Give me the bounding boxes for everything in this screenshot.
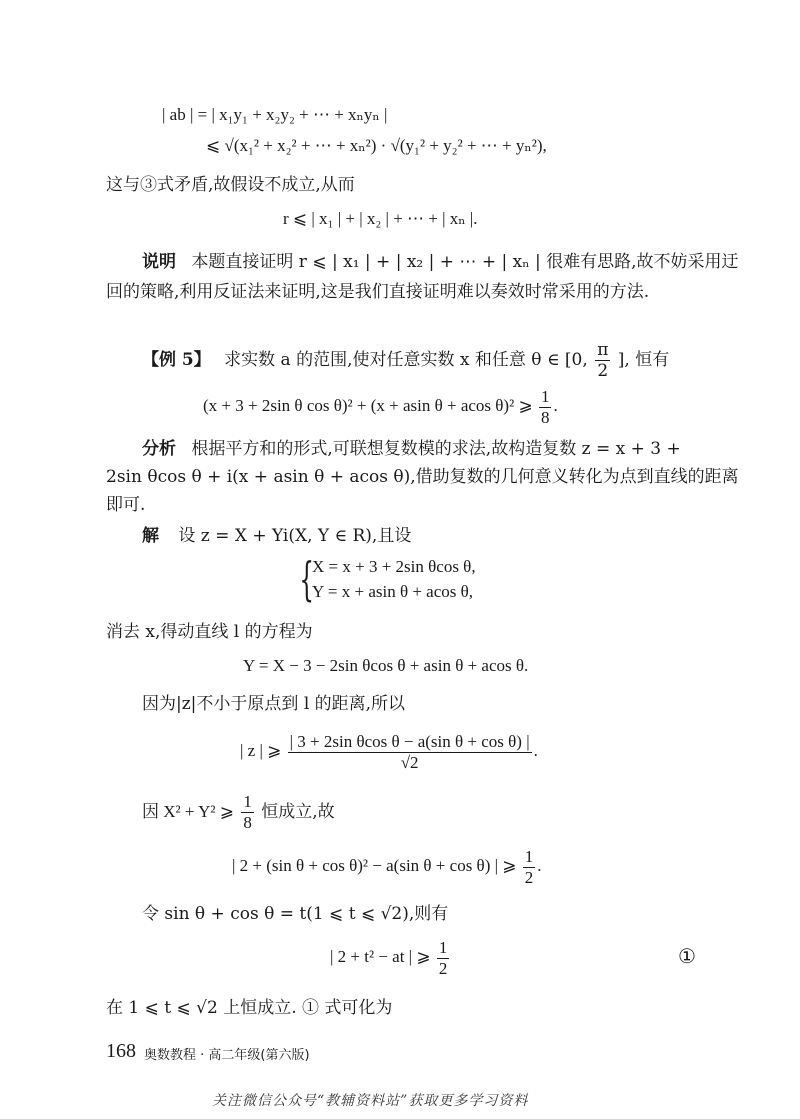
remark-label: 说明 — [142, 252, 176, 272]
remark-line-1 — [142, 250, 739, 274]
page-number: 168 — [106, 1040, 136, 1062]
book-title: 奥数教程 · 高二年级(第六版) — [144, 1048, 310, 1063]
one-eighth: $\frac{1}{8}$ — [540, 386, 550, 427]
text-contradiction: 这与③式矛盾,故假设不成立,从而 — [106, 175, 355, 195]
watermark-text: 关注微信公众号“教辅资料站”获取更多学习资料 — [212, 1093, 529, 1109]
system-eq-x: X = x + 3 + 2sin θcos θ, — [312, 557, 476, 576]
because-text: 因为|z|不小于原点到 l 的距离,所以 — [142, 694, 406, 714]
moving-line-equation: Y = X − 3 − 2sin θcos θ + asin θ + acos θ. — [243, 656, 529, 675]
target-inequality: (x + 3 + 2sin θ cos θ)² + (x + asin θ + acos θ)² ⩾ $\frac{1}{8}$ . — [203, 386, 558, 427]
one-eighth-2: $\frac{1}{8}$ — [243, 792, 252, 832]
example-text-end: ], 恒有 — [617, 350, 670, 370]
inequality-sin-cos: | 2 + (sin θ + cos θ)² − a(sin θ + cos θ) | ⩾ $\frac{1}{2}$ . — [232, 846, 542, 887]
equation-ab: | ab | = | x₁y₁ + x₂y₂ + ⋯ + xₙyₙ | — [162, 105, 388, 124]
example-label: 【例 5】 — [142, 350, 211, 370]
solution-label: 解 — [142, 526, 159, 546]
distance-fraction: $\frac{\text{| 3 + 2sin θcos θ − a(sin θ + cos θ) |}}{√2}$ — [289, 731, 530, 772]
solution-line — [142, 524, 411, 548]
equation-label-one: ① — [678, 944, 696, 968]
analysis-text: 根据平方和的形式,可联想复数模的求法,故构造复数 z = x + 3 + — [191, 439, 681, 459]
holds-text: 在 1 ⩽ t ⩽ √2 上恒成立. ① 式可化为 — [106, 998, 393, 1018]
one-half-2: $\frac{1}{2}$ — [438, 937, 448, 978]
equation-r-bound: r ⩽ | x₁ | + | x₂ | + ⋯ + | xₙ |. — [283, 209, 478, 228]
analysis-label: 分析 — [142, 439, 176, 459]
pi-over-two: $\frac{\pi}{2}$ — [597, 340, 609, 381]
example-heading — [142, 340, 669, 381]
eliminate-text: 消去 x,得动直线 l 的方程为 — [106, 622, 313, 642]
remark-text: 本题直接证明 r ⩽ | x₁ | + | x₂ | + ⋯ + | xₙ | 很难有思路,故不妨采用迂 — [191, 252, 739, 272]
system-eq-y: Y = x + asin θ + acos θ, — [312, 582, 474, 601]
example-text: 求实数 a 的范围,使对任意实数 x 和任意 θ ∈ [0, — [224, 350, 588, 370]
one-half: $\frac{1}{2}$ — [524, 846, 534, 887]
substitution-text: 令 sin θ + cos θ = t(1 ⩽ t ⩽ √2),则有 — [142, 904, 449, 924]
analysis-line-1 — [142, 437, 681, 461]
remark-line-2: 回的策略,利用反证法来证明,这是我们直接证明难以奏效时常采用的方法. — [106, 282, 650, 302]
distance-inequality: | z | ⩾ $\frac{\text{| 3 + 2sin θcos θ − a(sin θ + cos θ) |}}{√2}$ . — [240, 731, 538, 772]
analysis-line-2: 2sin θcos θ + i(x + asin θ + acos θ),借助复数的几何意义转化为点到直线的距离 — [106, 467, 739, 487]
solution-text: 设 z = X + Yi(X, Y ∈ R),且设 — [178, 526, 412, 546]
system-brace: { — [299, 552, 314, 606]
inequality-t: | 2 + t² − at | ⩾ $\frac{1}{2}$ — [330, 937, 448, 978]
analysis-line-3: 即可. — [106, 495, 146, 515]
equation-cauchy: ⩽ √(x₁² + x₂² + ⋯ + xₙ²) · √(y₁² + y₂² + ⋯ + yₙ²), — [206, 136, 547, 155]
since-line: 因 X² + Y² ⩾ $\frac{1}{8}$ 恒成立,故 — [142, 792, 335, 832]
